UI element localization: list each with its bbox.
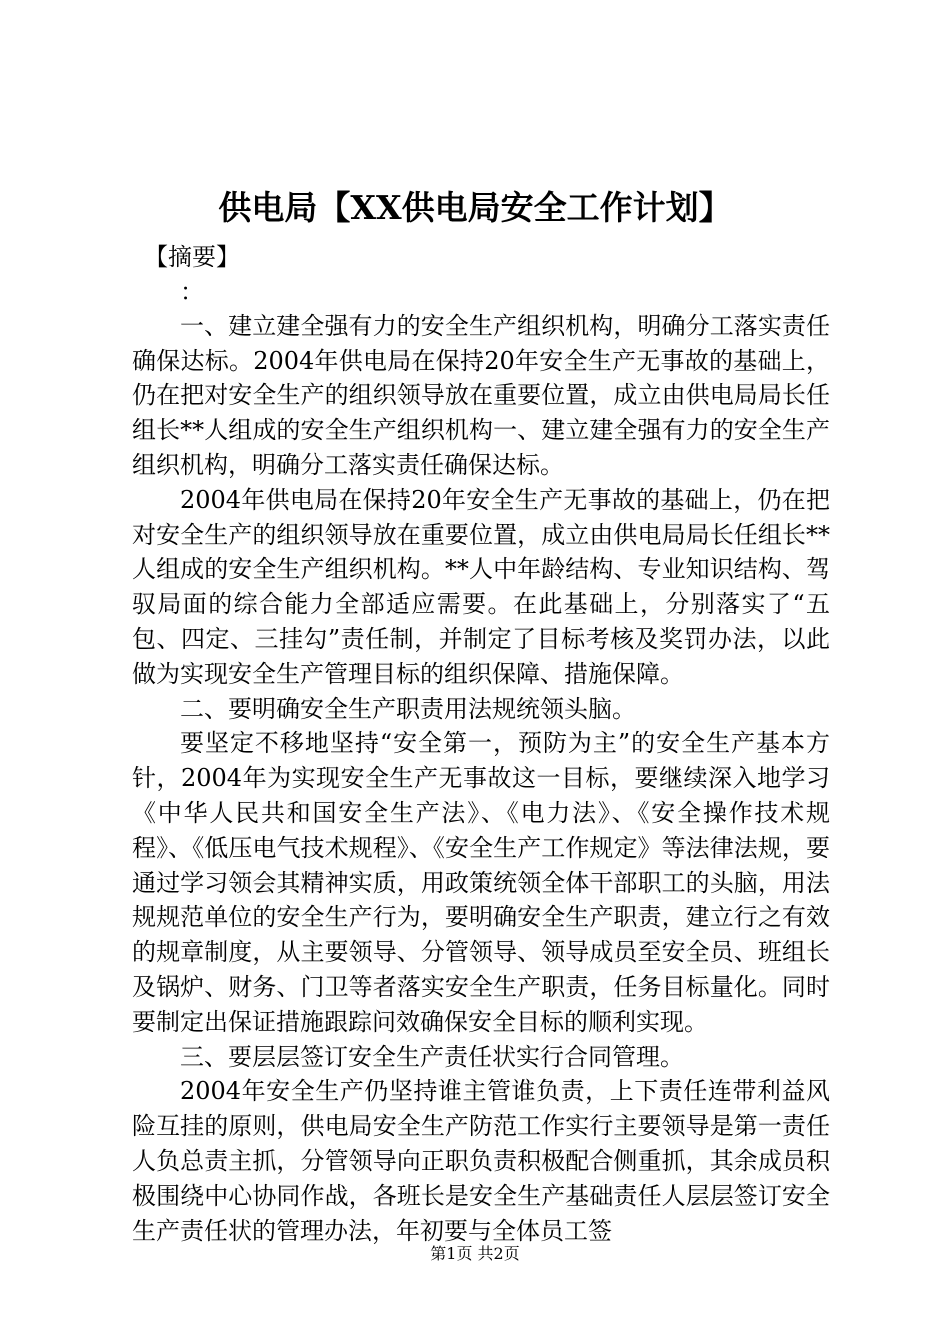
abstract-label: 【摘要】 <box>144 243 240 271</box>
section-heading-3: 三、要层层签订安全生产责任状实行合同管理。 <box>180 1042 684 1071</box>
page-footer: 第1页 共2页 <box>430 1244 520 1263</box>
abstract-colon: ： <box>180 277 204 306</box>
section-heading-2: 二、要明确安全生产职责用法规统领头脑。 <box>180 694 636 723</box>
paragraph-1: 一、建立建全强有力的安全生产组织机构，明确分工落实责任确保达标。2004年供电局在保持20年安全生产无事故的基础上，仍在把对安全生产的组织领导放在重要位置，成立由供电局局长任组长**人组成的安全生产组织机构一、建立建全强有力的安全生产组织机构，明确分工落实责任确保达标。 <box>132 311 830 479</box>
document-body <box>132 240 830 1248</box>
paragraph-4: 2004年安全生产仍坚持谁主管谁负责，上下责任连带利益风险互挂的原则，供电局安全生产防范工作实行主要领导是第一责任人负总责主抓，分管领导向正职负责积极配合侧重抓，其余成员积极围绕中心协同作战，各班长是安全生产基础责任人层层签订安全生产责任状的管理办法，年初要与全体员工签 <box>132 1077 830 1245</box>
paragraph-3: 要坚定不移地坚持“安全第一，预防为主”的安全生产基本方针，2004年为实现安全生产无事故这一目标，要继续深入地学习《中华人民共和国安全生产法》、《电力法》、《安全操作技术规程》、《低压电气技术规程》、《安全生产工作规定》等法律法规，要通过学习领会其精神实质，用政策统领全体干部职工的头脑，用法规规范单位的安全生产行为，要明确安全生产职责，建立行之有效的规章制度，从主要领导、分管领导、领导成员至安全员、班组长及锅炉、财务、门卫等者落实安全生产职责，任务目标量化。同时要制定出保证措施跟踪问效确保安全目标的顺利实现。 <box>132 729 830 1036</box>
paragraph-2: 2004年供电局在保持20年安全生产无事故的基础上，仍在把对安全生产的组织领导放在重要位置，成立由供电局局长任组长**人组成的安全生产组织机构。**人中年龄结构、专业知识结构、驾驭局面的综合能力全部适应需要。在此基础上，分别落实了“五包、四定、三挂勾”责任制，并制定了目标考核及奖罚办法，以此做为实现安全生产管理目标的组织保障、措施保障。 <box>132 485 830 688</box>
document-title: 供电局【XX供电局安全工作计划】 <box>218 188 732 227</box>
